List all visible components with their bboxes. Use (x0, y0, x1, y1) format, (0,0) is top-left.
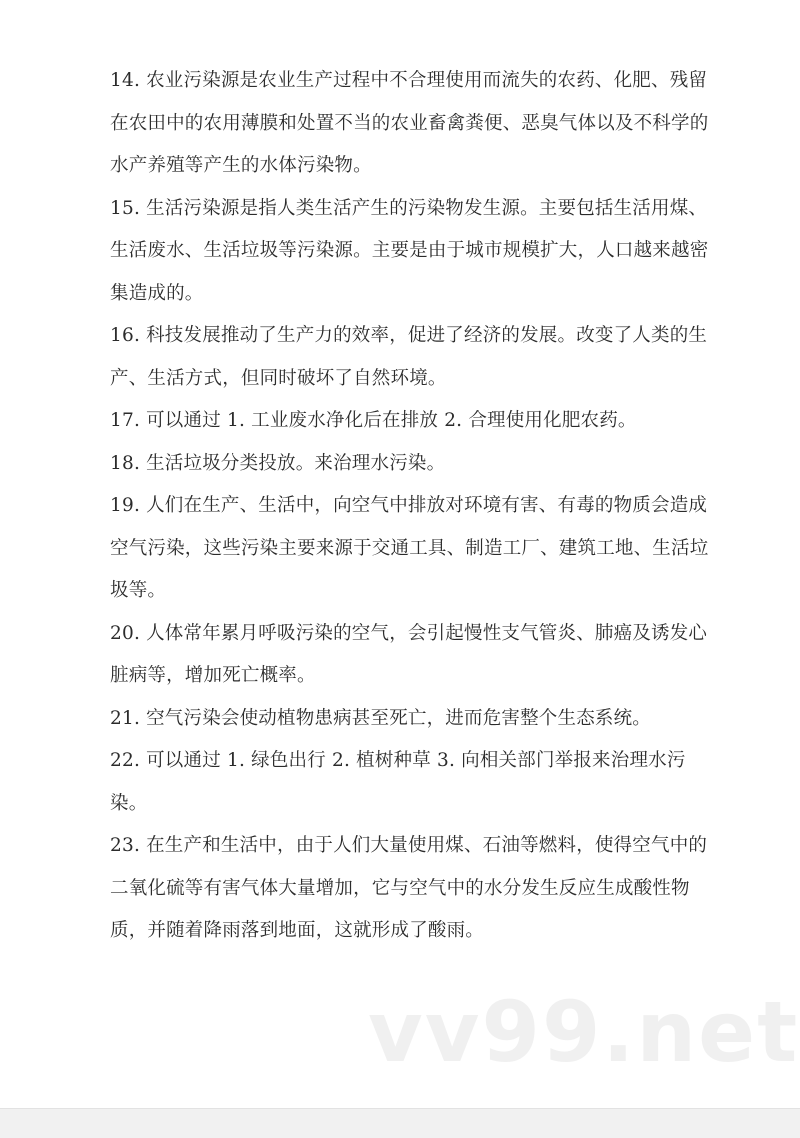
paragraph-20: 20. 人体常年累月呼吸污染的空气，会引起慢性支气管炎、肺癌及诱发心脏病等，增加死亡概率。 (110, 622, 708, 686)
paragraph-18: 18. 生活垃圾分类投放。来治理水污染。 (110, 452, 446, 474)
paragraph-16: 16. 科技发展推动了生产力的效率，促进了经济的发展。改变了人类的生产、生活方式，但同时破坏了自然环境。 (110, 325, 708, 389)
bottom-bar (0, 1108, 800, 1138)
paragraph-15: 15. 生活污染源是指人类生活产生的污染物发生源。主要包括生活用煤、生活废水、生活垃圾等污染源。主要是由于城市规模扩大，人口越来越密集造成的。 (110, 197, 709, 304)
watermark: vv99.net (368, 983, 800, 1081)
paragraph-21: 21. 空气污染会使动植物患病甚至死亡，进而危害整个生态系统。 (110, 707, 652, 729)
paragraph-23: 23. 在生产和生活中，由于人们大量使用煤、石油等燃料，使得空气中的二氧化硫等有害气体大量增加，它与空气中的水分发生反应生成酸性物质，并随着降雨落到地面，这就形成了酸雨。 (110, 835, 708, 941)
paragraph-22: 22. 可以通过 1. 绿色出行 2. 植树种草 3. 向相关部门举报来治理水污染。 (110, 750, 686, 814)
document-body (110, 60, 710, 953)
paragraph-14: 14. 农业污染源是农业生产过程中不合理使用而流失的农药、化肥、残留在农田中的农用薄膜和处置不当的农业畜禽粪便、恶臭气体以及不科学的水产养殖等产生的水体污染物。 (110, 70, 709, 176)
paragraph-19: 19. 人们在生产、生活中，向空气中排放对环境有害、有毒的物质会造成空气污染，这些污染主要来源于交通工具、制造工厂、建筑工地、生活垃圾等。 (110, 495, 709, 601)
paragraph-17: 17. 可以通过 1. 工业废水净化后在排放 2. 合理使用化肥农药。 (110, 410, 637, 431)
